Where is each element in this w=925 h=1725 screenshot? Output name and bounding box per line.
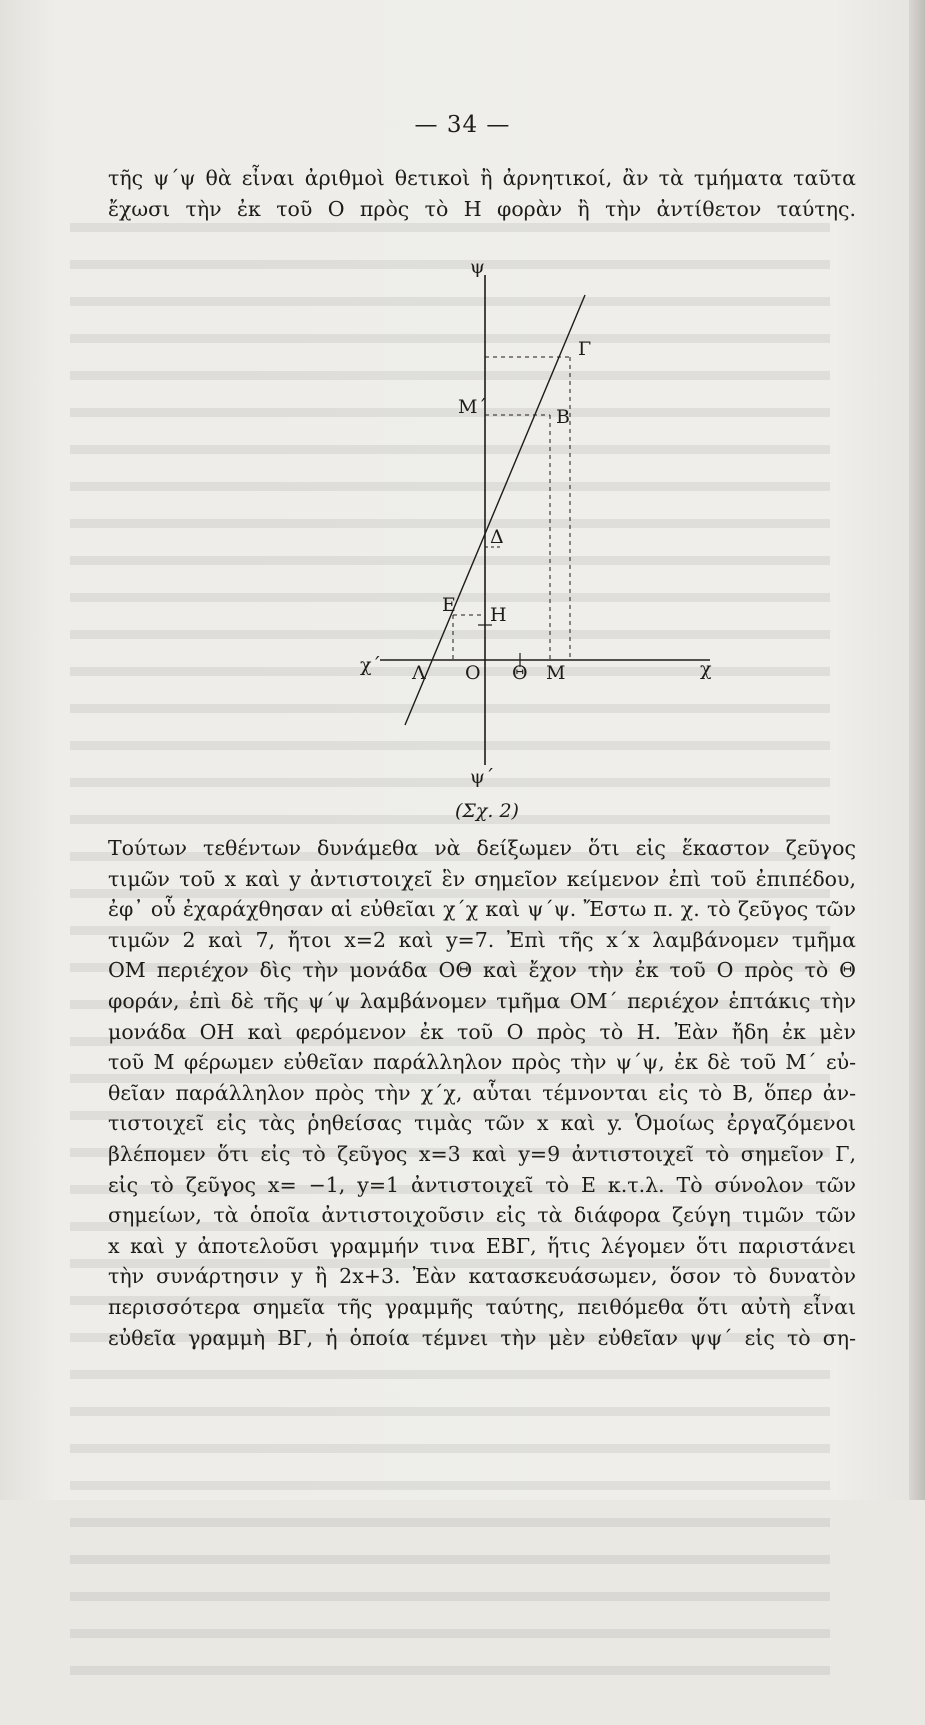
text-line: βλέπομεν ὅτι εἰς τὸ ζεῦγος x=3 καὶ y=9 ἀντιστοιχεῖ τὸ σημεῖον Γ, <box>108 1141 856 1166</box>
paragraph-bottom <box>108 833 856 1353</box>
figure-caption: (Σχ. 2) <box>455 800 519 822</box>
label-lambda: Λ <box>412 662 426 684</box>
text-line: θεῖαν παράλληλον πρὸς τὴν χ΄χ, αὗται τέμνονται εἰς τὸ Β, ὅπερ ἀν- <box>108 1080 856 1105</box>
text-line: περισσότερα σημεῖα τῆς γραμμῆς ταύτης, πειθόμεθα ὅτι αὐτὴ εἶναι <box>108 1294 856 1319</box>
text-line: τιμῶν τοῦ x καὶ y ἀντιστοιχεῖ ἓν σημεῖον κείμενον ἐπὶ τοῦ ἐπιπέδου, <box>108 866 856 891</box>
page-edge-shadow <box>909 0 925 1500</box>
label-omicron: Ο <box>465 662 481 684</box>
label-epsilon: Ε <box>442 594 456 616</box>
text-line: ΟΜ περιέχον δὶς τὴν μονάδα ΟΘ καὶ ἔχον τὴν ἐκ τοῦ Ο πρὸς τὸ Θ <box>108 958 856 983</box>
text-line: εἰς τὸ ζεῦγος x= −1, y=1 ἀντιστοιχεῖ τὸ Ε κ.τ.λ. Τὸ σύνολον τῶν <box>108 1172 856 1197</box>
text-line: εὐθεῖα γραμμὴ ΒΓ, ἡ ὁποία τέμνει τὴν μὲν εὐθεῖαν ψψ΄ εἰς τὸ ση- <box>108 1325 856 1350</box>
text-line: ἔχωσι τὴν ἐκ τοῦ Ο πρὸς τὸ Η φορὰν ἢ τὴν ἀντίθετον ταύτης. <box>108 196 856 221</box>
text-line: ἐφ᾽ οὗ ἐχαράχθησαν αἱ εὐθεῖαι χ΄χ καὶ ψ΄ψ. Ἔστω π. χ. τὸ ζεῦγος τῶν <box>108 897 856 922</box>
text-line: τιμῶν 2 καὶ 7, ἤτοι x=2 καὶ y=7. Ἐπὶ τῆς x΄x λαμβάνομεν τμῆμα <box>108 927 856 952</box>
label-delta: Δ <box>490 526 504 548</box>
text-line: x καὶ y ἀποτελοῦσι γραμμήν τινα ΕΒΓ, ἥτις λέγομεν ὅτι παριστάνει <box>108 1233 856 1258</box>
label-mu: Μ <box>546 662 566 684</box>
paragraph-top <box>108 163 856 224</box>
text-line: μονάδα ΟΗ καὶ φερόμενον ἐκ τοῦ Ο πρὸς τὸ Η. Ἐὰν ἤδη ἐκ μὲν <box>108 1019 856 1044</box>
label-gamma: Γ <box>578 338 592 360</box>
label-beta: Β <box>556 406 570 428</box>
text-line: τῆς ψ΄ψ θὰ εἶναι ἀριθμοὶ θετικοὶ ἢ ἀρνητικοί, ἂν τὰ τμήματα ταῦτα <box>108 166 856 190</box>
label-psi-top: ψ <box>470 256 485 278</box>
text-line: Τούτων τεθέντων δυνάμεθα νὰ δείξωμεν ὅτι εἰς ἕκαστον ζεῦγος <box>108 836 856 860</box>
label-theta: Θ <box>512 662 528 684</box>
label-eta: Η <box>490 604 507 626</box>
label-chi: χ <box>700 658 712 680</box>
label-chi-prime: χ΄ <box>360 654 382 676</box>
text-line: τοῦ Μ φέρωμεν εὐθεῖαν παράλληλον πρὸς τὴν ψ΄ψ, ἐκ δὲ τοῦ Μ΄ εὐ- <box>108 1050 856 1075</box>
label-mu-prime: Μ΄ <box>458 396 487 418</box>
coordinate-figure <box>360 255 760 835</box>
label-psi-bottom: ψ΄ <box>470 766 495 788</box>
text-line: σημείων, τὰ ὁποῖα ἀντιστοιχοῦσιν εἰς τὰ διάφορα ζεύγη τιμῶν τῶν <box>108 1203 856 1228</box>
page-number: — 34 — <box>414 112 511 138</box>
text-line: τὴν συνάρτησιν y ἢ 2x+3. Ἐὰν κατασκευάσωμεν, ὅσον τὸ δυνατὸν <box>108 1264 856 1289</box>
text-line: φοράν, ἐπὶ δὲ τῆς ψ΄ψ λαμβάνομεν τμῆμα ΟΜ΄ περιέχον ἑπτάκις τὴν <box>108 988 856 1013</box>
text-line: τιστοιχεῖ εἰς τὰς ῥηθείσας τιμὰς τῶν x καὶ y. Ὁμοίως ἐργαζόμενοι <box>108 1111 856 1136</box>
